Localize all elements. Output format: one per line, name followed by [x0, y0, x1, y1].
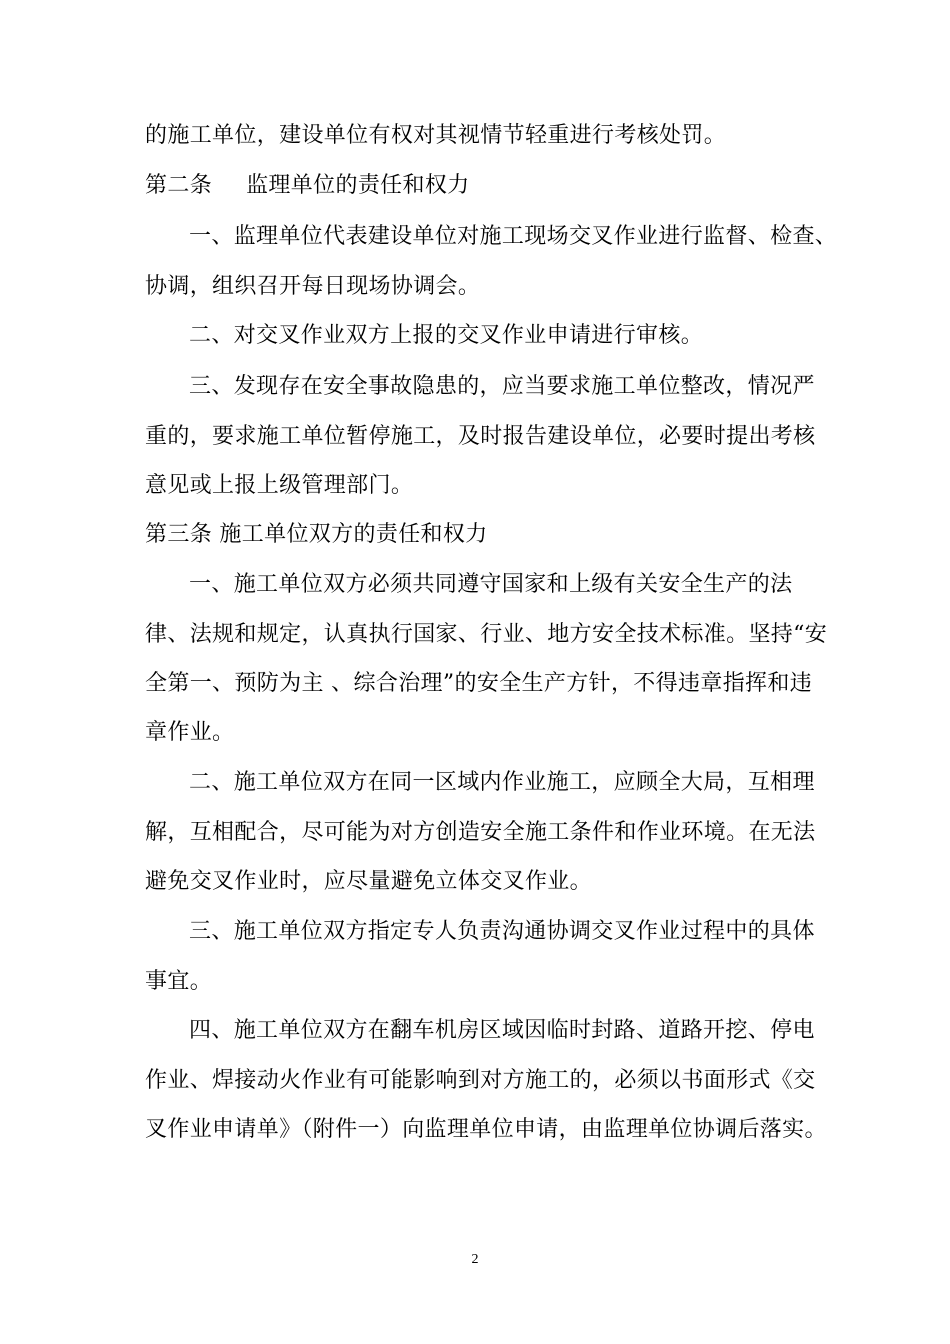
text-line: 的施工单位，建设单位有权对其视情节轻重进行考核处罚。	[145, 123, 727, 148]
paragraph-line: 三、施工单位双方指定专人负责沟通协调交叉作业过程中的具体	[189, 919, 815, 944]
paragraph-line: 一、施工单位双方必须共同遵守国家和上级有关安全生产的法	[189, 572, 793, 597]
paragraph-line: 章作业。	[145, 720, 235, 745]
article-number: 第二条	[145, 173, 213, 198]
paragraph-line: 四、施工单位双方在翻车机房区域因临时封路、道路开挖、停电	[189, 1018, 815, 1043]
paragraph-line: 事宜。	[145, 969, 213, 994]
paragraph-line: 避免交叉作业时，应尽量避免立体交叉作业。	[145, 869, 593, 894]
paragraph-line: 一、监理单位代表建设单位对施工现场交叉作业进行监督、检查、	[189, 224, 838, 249]
page-number: 2	[471, 1252, 479, 1267]
paragraph-line: 律、法规和规定，认真执行国家、行业、地方安全技术标准。坚持“安	[145, 622, 828, 647]
paragraph-line: 解，互相配合，尽可能为对方创造安全施工条件和作业环境。在无法	[145, 820, 816, 845]
paragraph-line: 作业、焊接动火作业有可能影响到对方施工的，必须以书面形式《交	[145, 1068, 816, 1093]
paragraph-line: 三、发现存在安全事故隐患的，应当要求施工单位整改，情况严	[189, 374, 815, 399]
article-2-heading	[145, 171, 470, 201]
paragraph-line: 全第一、预防为主 、综合治理”的安全生产方针，不得违章指挥和违	[145, 671, 813, 696]
paragraph-line: 协调，组织召开每日现场协调会。	[145, 274, 481, 299]
paragraph-line: 重的，要求施工单位暂停施工，及时报告建设单位，必要时提出考核	[145, 424, 816, 449]
paragraph-line: 意见或上报上级管理部门。	[145, 473, 414, 498]
paragraph-line: 二、施工单位双方在同一区域内作业施工，应顾全大局，互相理	[189, 770, 815, 795]
paragraph-line: 叉作业申请单》（附件一）向监理单位申请，由监理单位协调后落实。	[145, 1117, 827, 1142]
article-title: 监理单位的责任和权力	[246, 173, 470, 198]
article-3-heading: 第三条 施工单位双方的责任和权力	[145, 522, 488, 547]
paragraph-line: 二、对交叉作业双方上报的交叉作业申请进行审核。	[189, 323, 704, 348]
